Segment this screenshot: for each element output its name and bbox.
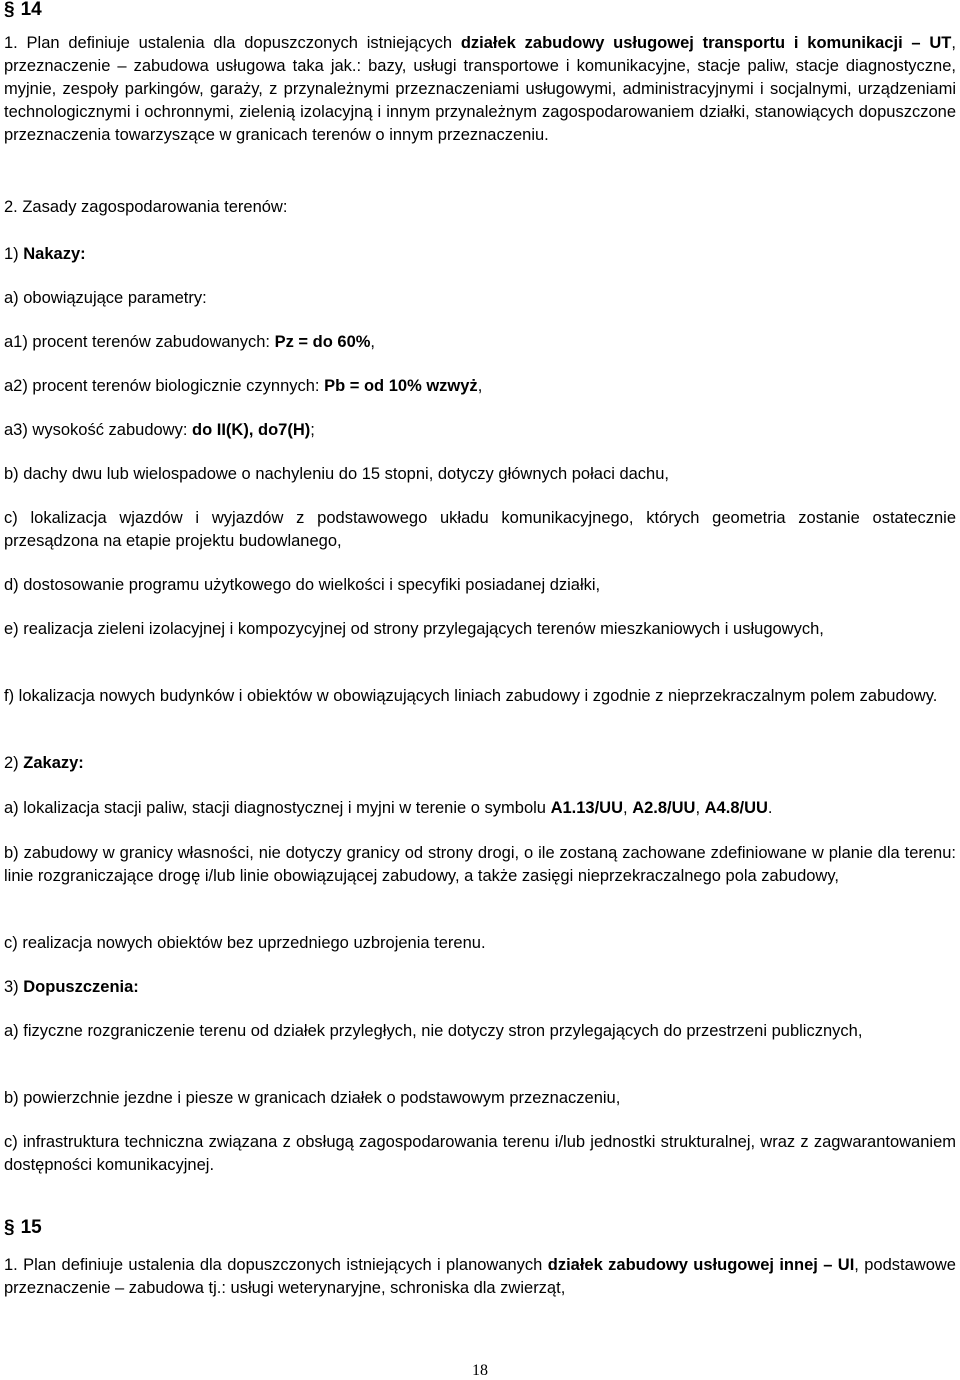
section-14-paragraph-2: 2. Zasady zagospodarowania terenów:	[4, 198, 288, 216]
dopuszczenia-item-c: c) infrastruktura techniczna związana z obsługą zagospodarowania terenu i/lub jednostki strukturalnej, wraz z zagwarantowaniem dostępności komunikacyjnej.	[4, 1133, 956, 1174]
zakazy-item-a	[4, 797, 956, 820]
nakazy-item-f: f) lokalizacja nowych budynków i obiektów w obowiązujących liniach zabudowy i zgodnie z nieprzekraczalnym polem zabudowy.	[4, 687, 938, 705]
nakazy-item-a2	[4, 375, 956, 398]
text-run: , przeznaczenie – zabudowa usługowa taka jak.: bazy, usługi transportowe i komunikacyjne, stacje paliw, stacje diagnostyczne, myjnie, zespoły parkingów, garaży, z przynależnymi przeznaczeniami usługowymi, administracyjnymi i socjalnymi, urządzeniami technologicznymi i ochronnymi, zielenią izolacyjną i innym przynależnym zagospodarowaniem działki, stanowiących dopuszczone przeznaczenia towarzyszące w granicach terenów o innym przeznaczeniu.	[4, 34, 956, 144]
zakazy-heading	[4, 752, 956, 775]
nakazy-item-a: a) obowiązujące parametry:	[4, 289, 207, 307]
area-symbol: A4.8/UU	[704, 799, 768, 817]
dopuszczenia-heading	[4, 976, 956, 999]
dopuszczenia-item-b: b) powierzchnie jezdne i piesze w granicach działek o podstawowym przeznaczeniu,	[4, 1089, 621, 1107]
page-number: 18	[472, 1362, 488, 1379]
text-run: ;	[310, 421, 315, 439]
text-run: ,	[695, 799, 705, 817]
bold-term: działek zabudowy usługowej transportu i komunikacji – UT	[460, 34, 952, 52]
text-run: ,	[370, 333, 376, 351]
text-run: a2) procent terenów biologicznie czynnych:	[4, 377, 325, 395]
nakazy-label: Nakazy:	[23, 245, 86, 263]
section-number: 14	[20, 0, 42, 20]
text-run: ,	[623, 799, 633, 817]
section-14-heading	[4, 0, 956, 22]
zakazy-item-b: b) zabudowy w granicy własności, nie dotyczy granicy od strony drogi, o ile zostaną zachowane zdefiniowane w planie dla terenu: linie rozgraniczające drogę i/lub linie obowiązującej zabudowy, a także zasięgi nieprzekraczalnego pola zabudowy,	[4, 844, 956, 885]
list-number: 3)	[4, 978, 24, 996]
text-run: 1. Plan definiuje ustalenia dla dopuszczonych istniejących	[4, 34, 461, 52]
section-number: 15	[20, 1217, 42, 1238]
area-symbol: A1.13/UU	[550, 799, 624, 817]
text-run: ,	[477, 377, 483, 395]
section-15-heading	[4, 1216, 956, 1240]
nakazy-item-e: e) realizacja zieleni izolacyjnej i kompozycyjnej od strony przylegających terenów mieszkaniowych i usługowych,	[4, 620, 824, 638]
nakazy-item-b: b) dachy dwu lub wielospadowe o nachyleniu do 15 stopni, dotyczy głównych połaci dachu,	[4, 465, 669, 483]
nakazy-heading	[4, 243, 956, 266]
text-run: a3) wysokość zabudowy:	[4, 421, 193, 439]
parameter-value: do II(K), do7(H)	[192, 421, 311, 439]
text-run: , podstawowe przeznaczenie – zabudowa tj.: usługi weterynaryjne, schroniska dla zwierząt,	[4, 1256, 956, 1297]
parameter-value: Pz = do 60%	[274, 333, 371, 351]
nakazy-item-d: d) dostosowanie programu użytkowego do wielkości i specyfiki posiadanej działki,	[4, 576, 601, 594]
text-run: .	[767, 799, 773, 817]
bold-term: działek zabudowy usługowej innej – UI	[547, 1256, 855, 1274]
section-sign: §	[4, 1217, 15, 1238]
nakazy-item-c: c) lokalizacja wjazdów i wyjazdów z podstawowego układu komunikacyjnego, których geometria zostanie ostatecznie przesądzona na etapie projektu budowlanego,	[4, 509, 956, 550]
section-sign: §	[4, 0, 15, 20]
nakazy-item-a1	[4, 331, 956, 354]
list-number: 2)	[4, 754, 24, 772]
nakazy-item-a3	[4, 419, 956, 442]
dopuszczenia-item-a: a) fizyczne rozgraniczenie terenu od działek przyległych, nie dotyczy stron przylegających do przestrzeni publicznych,	[4, 1022, 863, 1040]
section-15-paragraph-1	[4, 1254, 956, 1300]
section-14-paragraph-1	[4, 32, 956, 147]
area-symbol: A2.8/UU	[632, 799, 696, 817]
parameter-value: Pb = od 10% wzwyż	[324, 377, 478, 395]
zakazy-label: Zakazy:	[23, 754, 84, 772]
dopuszczenia-label: Dopuszczenia:	[23, 978, 139, 996]
text-run: a1) procent terenów zabudowanych:	[4, 333, 275, 351]
zakazy-item-c: c) realizacja nowych obiektów bez uprzedniego uzbrojenia terenu.	[4, 934, 486, 952]
list-number: 1)	[4, 245, 24, 263]
text-run: a) lokalizacja stacji paliw, stacji diagnostycznej i myjni w terenie o symbolu	[4, 799, 551, 817]
text-run: 1. Plan definiuje ustalenia dla dopuszczonych istniejących i planowanych	[4, 1256, 548, 1274]
